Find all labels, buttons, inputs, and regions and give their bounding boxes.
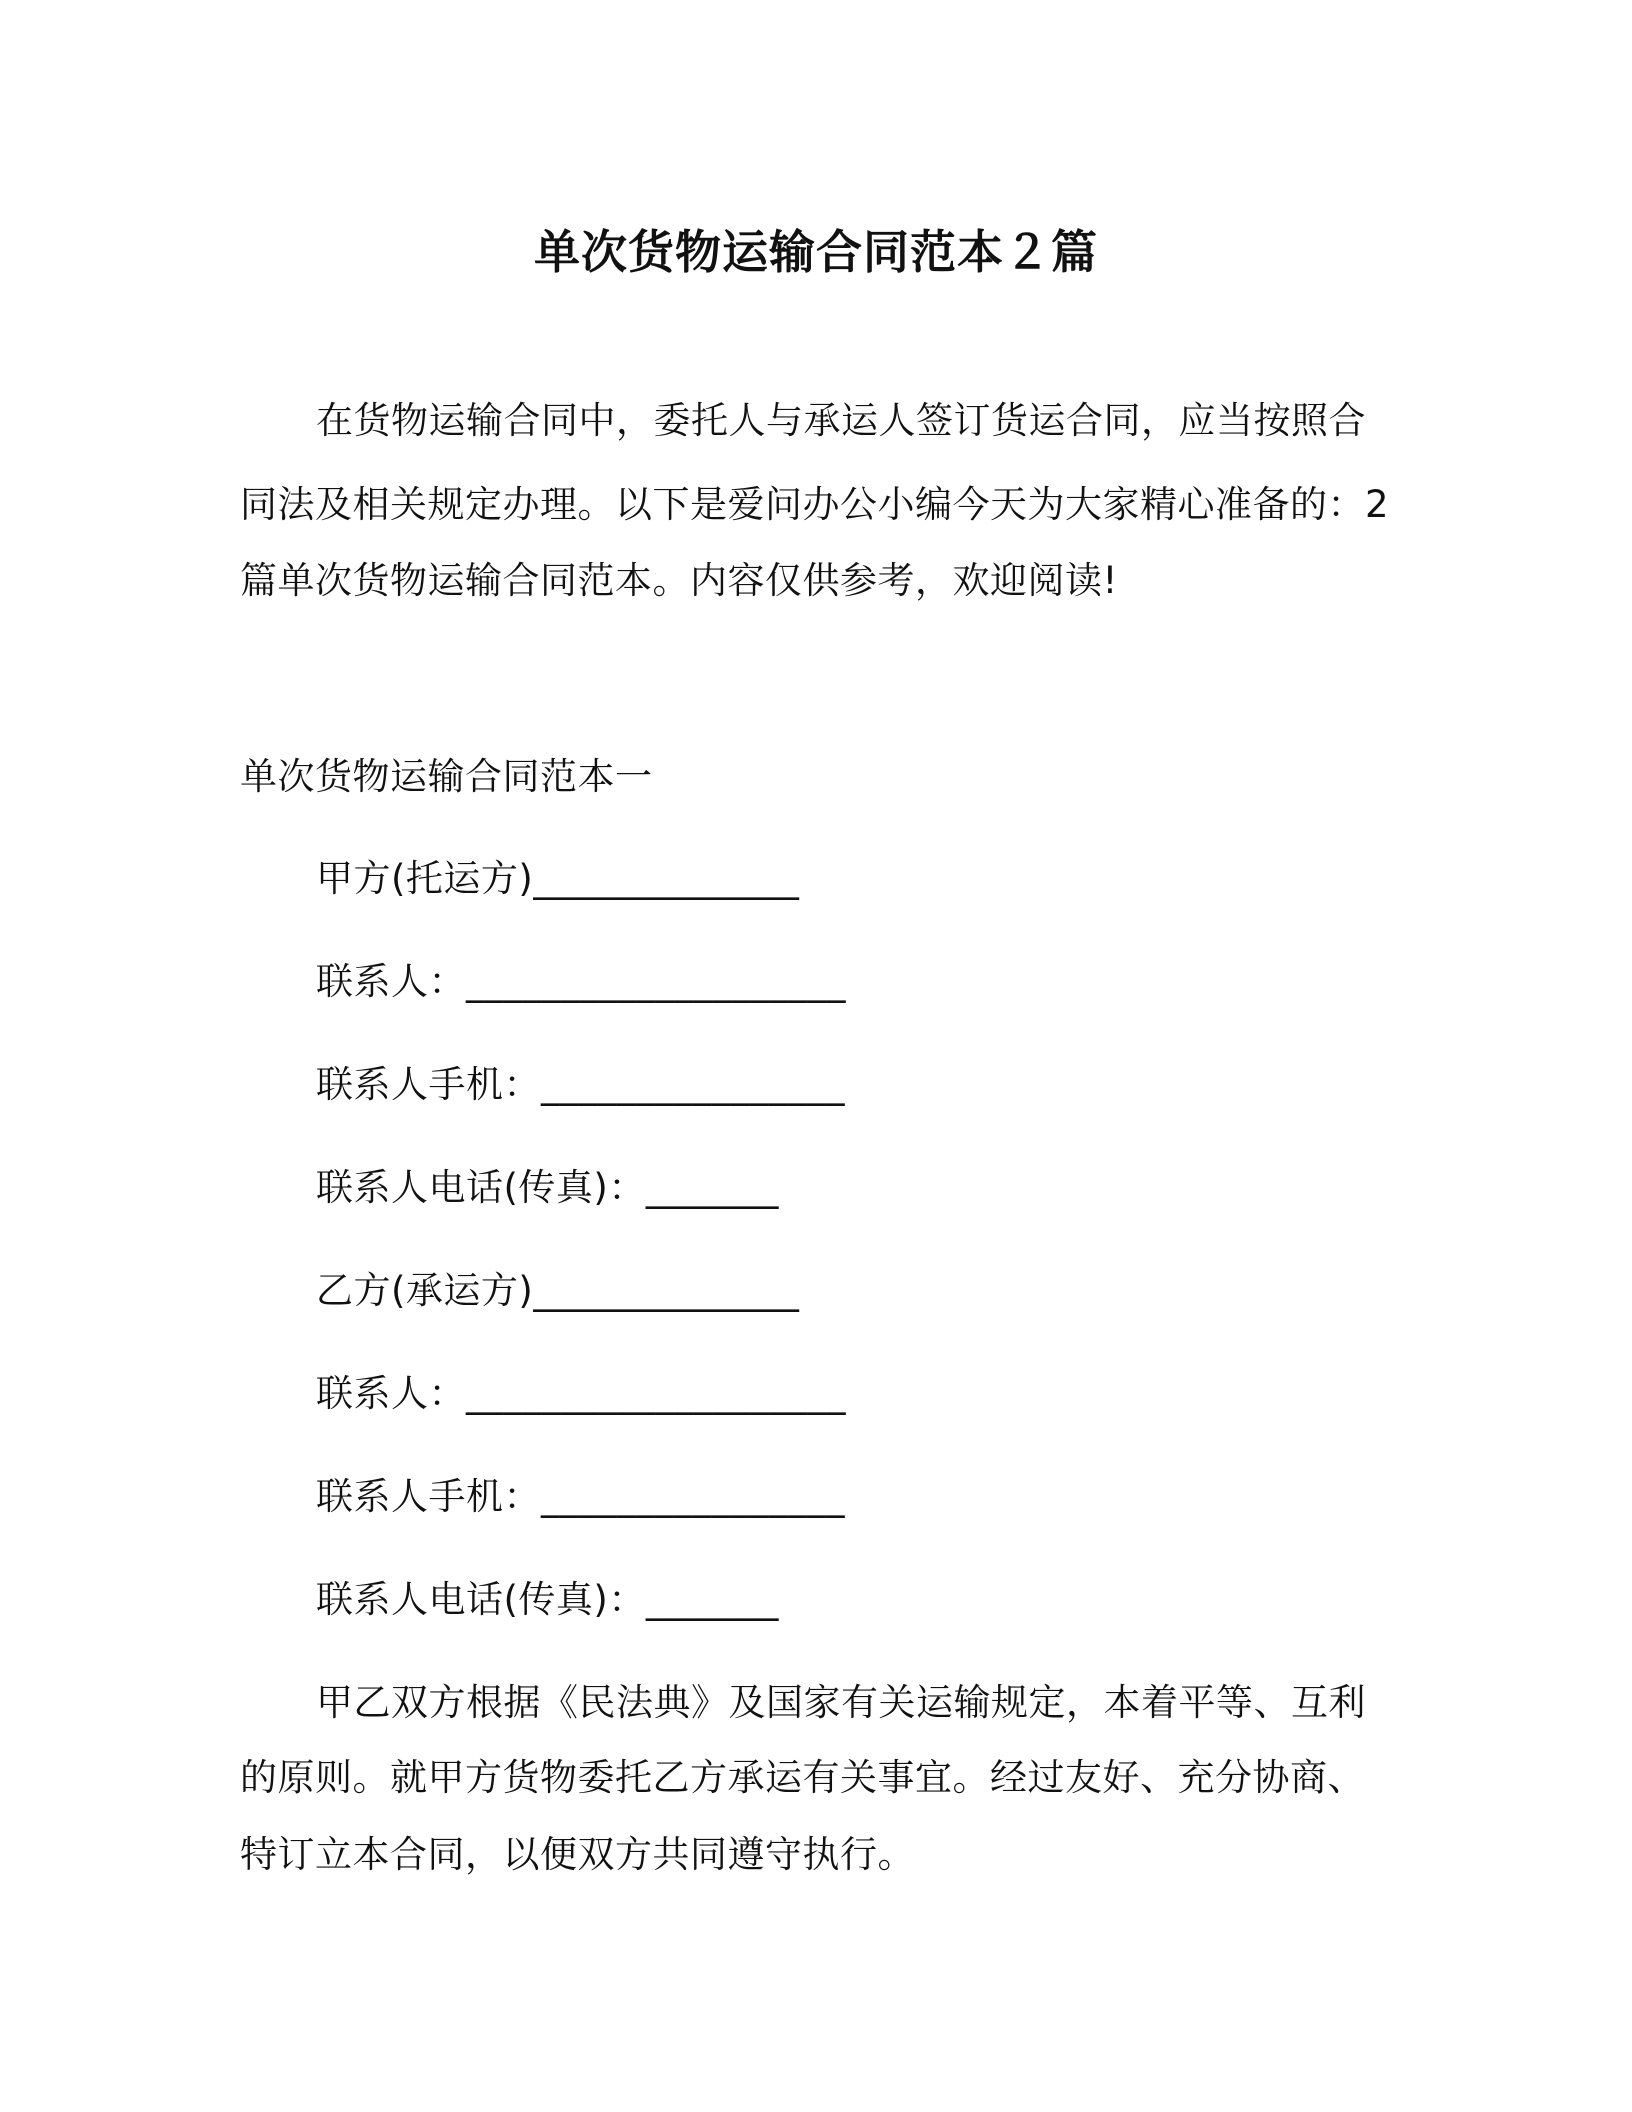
party-a-phone-fax-field: 联系人电话(传真)：_______ [316, 1166, 779, 1209]
agreement-line-2: 的原则。就甲方货物委托乙方承运有关事宜。经过友好、充分协商、 [240, 1756, 1365, 1799]
agreement-line-1: 甲乙双方根据《民法典》及国家有关运输规定，本着平等、互利 [316, 1681, 1366, 1724]
party-b-field: 乙方(承运方)______________ [316, 1269, 800, 1312]
party-a-field: 甲方(托运方)______________ [316, 857, 800, 900]
intro-line-1: 在货物运输合同中，委托人与承运人签订货运合同，应当按照合 [316, 399, 1366, 442]
section-heading: 单次货物运输合同范本一 [240, 755, 653, 798]
party-b-mobile-field: 联系人手机：________________ [316, 1475, 845, 1518]
party-a-contact-field: 联系人：____________________ [316, 960, 846, 1003]
intro-line-3: 篇单次货物运输合同范本。内容仅供参考，欢迎阅读! [240, 559, 1118, 602]
agreement-line-3: 特订立本合同，以便双方共同遵守执行。 [240, 1833, 915, 1876]
document-title: 单次货物运输合同范本２篇 [534, 225, 1098, 279]
party-a-mobile-field: 联系人手机：________________ [316, 1063, 845, 1106]
party-b-phone-fax-field: 联系人电话(传真)：_______ [316, 1578, 779, 1621]
intro-line-2: 同法及相关规定办理。以下是爱问办公小编今天为大家精心准备的：2 [240, 483, 1390, 526]
party-b-contact-field: 联系人：____________________ [316, 1372, 846, 1415]
